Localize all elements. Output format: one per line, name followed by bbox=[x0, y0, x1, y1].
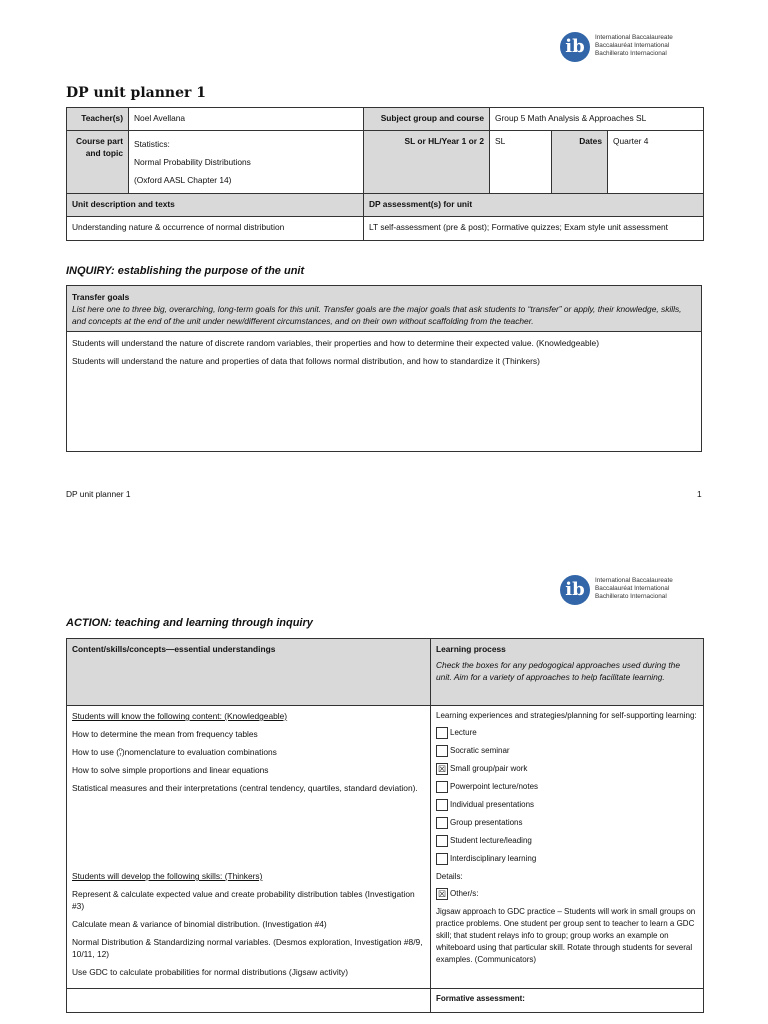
unit-info-table bbox=[66, 107, 704, 241]
skill-item: Represent & calculate expected value and create probability distribution tables (Investigation #3) bbox=[72, 889, 415, 911]
assessment-label: DP assessment(s) for unit bbox=[364, 194, 704, 217]
learning-process-instructions: Check the boxes for any pedogogical approaches used during the unit. Aim for a variety of approaches to help facilitate learning. bbox=[436, 660, 680, 682]
checkbox-powerpoint[interactable]: Powerpoint lecture/notes bbox=[436, 781, 698, 793]
jigsaw-details: Jigsaw approach to GDC practice – Students will work in small groups on practice problems. One student per group sent to teacher to learn a GDC skill; that student relays info to group; group works an example on whiteboard using that particular skill. Rotate through students for several examples. (Communicators) bbox=[436, 907, 696, 964]
teacher-label: Teacher(s) bbox=[67, 108, 129, 131]
content-item: How to solve simple proportions and linear equations bbox=[72, 765, 269, 775]
transfer-goals-box bbox=[66, 285, 702, 452]
checkbox-socratic-seminar[interactable]: Socratic seminar bbox=[436, 745, 698, 757]
skill-item: Normal Distribution & Standardizing normal variables. (Desmos exploration, Investigation #8/9, 10/11, 12) bbox=[72, 937, 423, 959]
skill-item: Use GDC to calculate probabilities for normal distributions (Jigsaw activity) bbox=[72, 967, 349, 977]
dates-value: Quarter 4 bbox=[608, 131, 704, 194]
checkbox-student-lecture[interactable]: Student lecture/leading bbox=[436, 835, 698, 847]
page-title: DP unit planner 1 bbox=[66, 85, 206, 101]
level-value: SL bbox=[490, 131, 552, 194]
transfer-goals-title: Transfer goals bbox=[72, 292, 130, 302]
course-value bbox=[129, 131, 364, 194]
checkbox-individual-presentations[interactable]: Individual presentations bbox=[436, 799, 698, 811]
unit-desc-value: Understanding nature & occurrence of normal distribution bbox=[67, 217, 364, 241]
footer-left: DP unit planner 1 bbox=[66, 489, 131, 499]
logo-line: International Baccalaureate bbox=[595, 577, 673, 584]
ib-logo-icon: ib bbox=[560, 32, 590, 62]
content-heading: Students will know the following content: (Knowledgeable) bbox=[72, 711, 288, 721]
assessment-value: LT self-assessment (pre & post); Formative quizzes; Exam style unit assessment bbox=[364, 217, 704, 241]
checkbox-other[interactable]: ☒ Other/s: bbox=[437, 889, 479, 899]
checkbox-interdisciplinary[interactable]: Interdisciplinary learning bbox=[436, 853, 698, 865]
formative-assessment-label: Formative assessment: bbox=[431, 989, 704, 1013]
teacher-value: Noel Avellana bbox=[129, 108, 364, 131]
skills-heading: Students will develop the following skills: (Thinkers) bbox=[72, 871, 263, 881]
action-heading: ACTION: teaching and learning through inquiry bbox=[66, 617, 313, 629]
empty-cell bbox=[67, 989, 431, 1013]
logo-line: Baccalauréat International bbox=[595, 42, 670, 49]
page-number: 1 bbox=[697, 489, 702, 499]
unit-desc-label: Unit description and texts bbox=[67, 194, 364, 217]
learning-process-header bbox=[431, 639, 704, 706]
skill-item: Calculate mean & variance of binomial distribution. (Investigation #4) bbox=[72, 919, 327, 929]
transfer-goal: Students will understand the nature of discrete random variables, their properties and how to determine their expected value. (Knowledgeable) bbox=[72, 338, 599, 348]
binom-n: n bbox=[119, 746, 122, 753]
logo-line: Bachillerato Internacional bbox=[595, 50, 667, 57]
content-item: How to use (n r)nomenclature to evaluation combinations bbox=[72, 746, 277, 758]
course-line: (Oxford AASL Chapter 14) bbox=[134, 175, 232, 185]
subject-value: Group 5 Math Analysis & Approaches SL bbox=[490, 108, 704, 131]
ib-logo-icon: ib bbox=[560, 575, 590, 605]
learning-process-cell bbox=[431, 706, 704, 989]
dates-label: Dates bbox=[552, 131, 608, 194]
subject-label: Subject group and course bbox=[364, 108, 490, 131]
content-col-header: Content/skills/concepts—essential understandings bbox=[67, 639, 431, 706]
course-line: Normal Probability Distributions bbox=[134, 157, 251, 167]
level-label: SL or HL/Year 1 or 2 bbox=[364, 131, 490, 194]
inquiry-heading: INQUIRY: establishing the purpose of the unit bbox=[66, 265, 305, 277]
binom-r: r bbox=[119, 751, 122, 758]
logo-line: International Baccalaureate bbox=[595, 34, 673, 41]
course-line: Statistics: bbox=[134, 139, 170, 149]
checkbox-small-group[interactable]: ☒ Small group/pair work bbox=[437, 764, 528, 774]
logo-line: Bachillerato Internacional bbox=[595, 593, 667, 600]
checkbox-group-presentations[interactable]: Group presentations bbox=[436, 817, 698, 829]
transfer-goal: Students will understand the nature and properties of data that follows normal distribution, and how to standardize it (Thinkers) bbox=[72, 356, 540, 366]
ib-logo bbox=[560, 575, 690, 611]
ib-logo bbox=[560, 32, 690, 68]
lp-intro: Learning experiences and strategies/planning for self-supporting learning: bbox=[436, 711, 697, 720]
learning-process-title: Learning process bbox=[436, 644, 506, 654]
checkbox-lecture[interactable]: Lecture bbox=[436, 727, 698, 739]
content-cell bbox=[67, 706, 431, 989]
logo-line: Baccalauréat International bbox=[595, 585, 670, 592]
details-label: Details: bbox=[436, 872, 463, 881]
content-item: How to determine the mean from frequency tables bbox=[72, 729, 258, 739]
course-label: Course part and topic bbox=[67, 131, 129, 194]
transfer-goals-instructions: List here one to three big, overarching, long-term goals for this unit. Transfer goals are the major goals that ask students to “transfer” or apply, their knowledge, skills, and concepts at the end of the unit under new/different circumstances, and on their own without scaffolding from the teacher. bbox=[72, 304, 682, 326]
content-item: Statistical measures and their interpretations (central tendency, quartiles, standard deviation). bbox=[72, 783, 418, 793]
action-table bbox=[66, 638, 704, 1013]
